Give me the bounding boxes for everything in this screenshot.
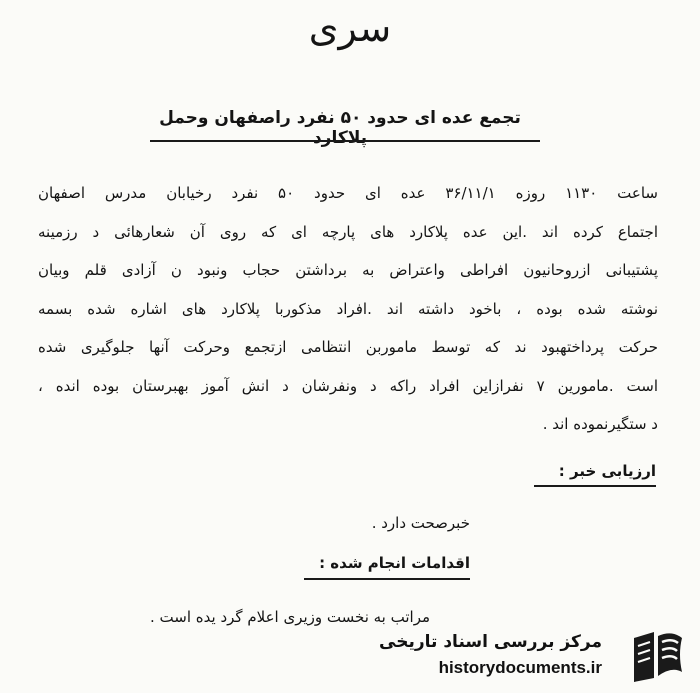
document-subject: تجمع عده ای حدود ۵۰ نفرد راصفهان وحمل پلاکارد [159, 108, 521, 148]
body-line: اجتماع کرده اند .این عده پلاکارد های پارچه ای که روی آن شعارهائی د رزمینه [38, 222, 658, 241]
body-line: پشتیبانی ازروحانیون افراطی واعتراض به برداشتن حجاب ونبود ن آزادی قلم وبیان [38, 261, 658, 279]
document-body [38, 174, 658, 444]
actions-label: اقدامات انجام شده : [319, 554, 470, 572]
body-line: ساعت ۱۱۳۰ روزه ۳۶/۱۱/۱ عده ای حدود ۵۰ نفرد رخیابان مدرس اصفهان [38, 184, 658, 202]
body-line: نوشته شده بوده ، باخود داشته اند .افراد مذکوربا پلاکارد های اشاره شده بسمه [38, 299, 658, 318]
body-line: است .مامورین ۷ نفرازاین افراد راکه د ونفرشان د انش آموز بهبرستان بوده انده ، [38, 376, 658, 395]
archive-website[interactable]: historydocuments.ir [438, 658, 602, 677]
evaluation-label: ارزیابی خبر : [558, 462, 656, 480]
subject-underline [150, 140, 540, 142]
archive-watermark[interactable] [8, 628, 694, 688]
archive-name: مرکز بررسی اسناد تاریخی [379, 632, 602, 652]
evaluation-underline [534, 485, 656, 487]
classification-heading: سری [308, 6, 392, 50]
closing-statement: مراتب به نخست وزیری اعلام گرد یده است . [150, 608, 430, 626]
actions-underline [304, 578, 470, 580]
open-book-icon [628, 628, 688, 686]
body-line: حرکت پرداختهبود ند که توسط ماموربن انتظامی ازتجمع وحرکت آنها جلوگیری شده [38, 338, 658, 356]
evaluation-text: خبرصحت دارد . [371, 514, 470, 532]
body-line: د ستگیرنموده اند . [542, 415, 658, 433]
